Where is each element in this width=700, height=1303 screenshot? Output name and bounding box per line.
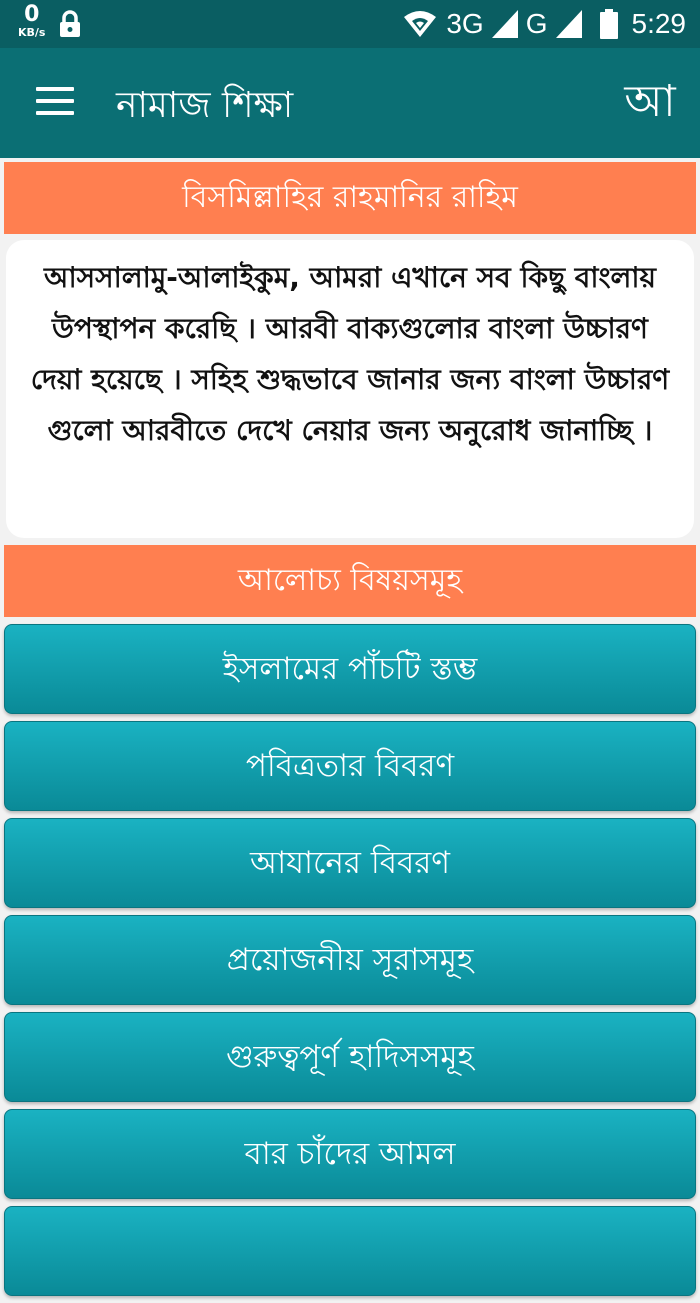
lock-icon — [59, 10, 81, 38]
menu-icon[interactable] — [36, 87, 74, 119]
topic-monthly-amal-button[interactable]: বার চাঁদের আমল — [4, 1109, 696, 1199]
signal-icon — [556, 10, 582, 38]
topic-hadiths-button[interactable]: গুরুত্বপূর্ণ হাদিসসমূহ — [4, 1012, 696, 1102]
status-right — [402, 0, 686, 48]
intro-text: আসসালামু-আলাইকুম, আমরা এখানে সব কিছু বাংলায় উপস্থাপন করেছি । আরবী বাক্যগুলোর বাংলা উচ্চারণ দেয়া হয়েছে । সহিহ শুদ্ধভাবে জানার জন্য বাংলা উচ্চারণ গুলো আরবীতে দেখে নেয়ার জন্য অনুরোধ জানাচ্ছি । — [30, 261, 670, 447]
topic-surahs-button[interactable]: প্রয়োজনীয় সূরাসমূহ — [4, 915, 696, 1005]
network-g-label: G — [525, 8, 548, 39]
status-time: 5:29 — [631, 8, 686, 39]
network-speed — [18, 4, 45, 38]
wifi-icon — [402, 9, 438, 39]
topic-partial-button[interactable] — [4, 1206, 696, 1296]
status-left — [18, 4, 81, 38]
status-bar — [0, 0, 700, 48]
battery-icon — [600, 9, 618, 39]
network-3g-label: 3G — [446, 8, 484, 39]
intro-card — [6, 240, 694, 538]
network-speed-unit: KB/s — [18, 26, 46, 39]
topic-azan-button[interactable]: আযানের বিবরণ — [4, 818, 696, 908]
bismillah-banner: বিসমিল্লাহির রাহমানির রাহিম — [4, 162, 696, 234]
topic-five-pillars-button[interactable]: ইসলামের পাঁচটি স্তম্ভ — [4, 624, 696, 714]
language-button[interactable]: আ — [624, 76, 676, 127]
signal-icon — [492, 10, 518, 38]
app-title: নামাজ শিক্ষা — [116, 85, 294, 126]
topic-list — [4, 624, 696, 1303]
app-bar — [0, 48, 700, 158]
network-speed-value: 0 — [24, 2, 40, 27]
section-header: আলোচ্য বিষয়সমূহ — [4, 545, 696, 617]
topic-purity-button[interactable]: পবিত্রতার বিবরণ — [4, 721, 696, 811]
